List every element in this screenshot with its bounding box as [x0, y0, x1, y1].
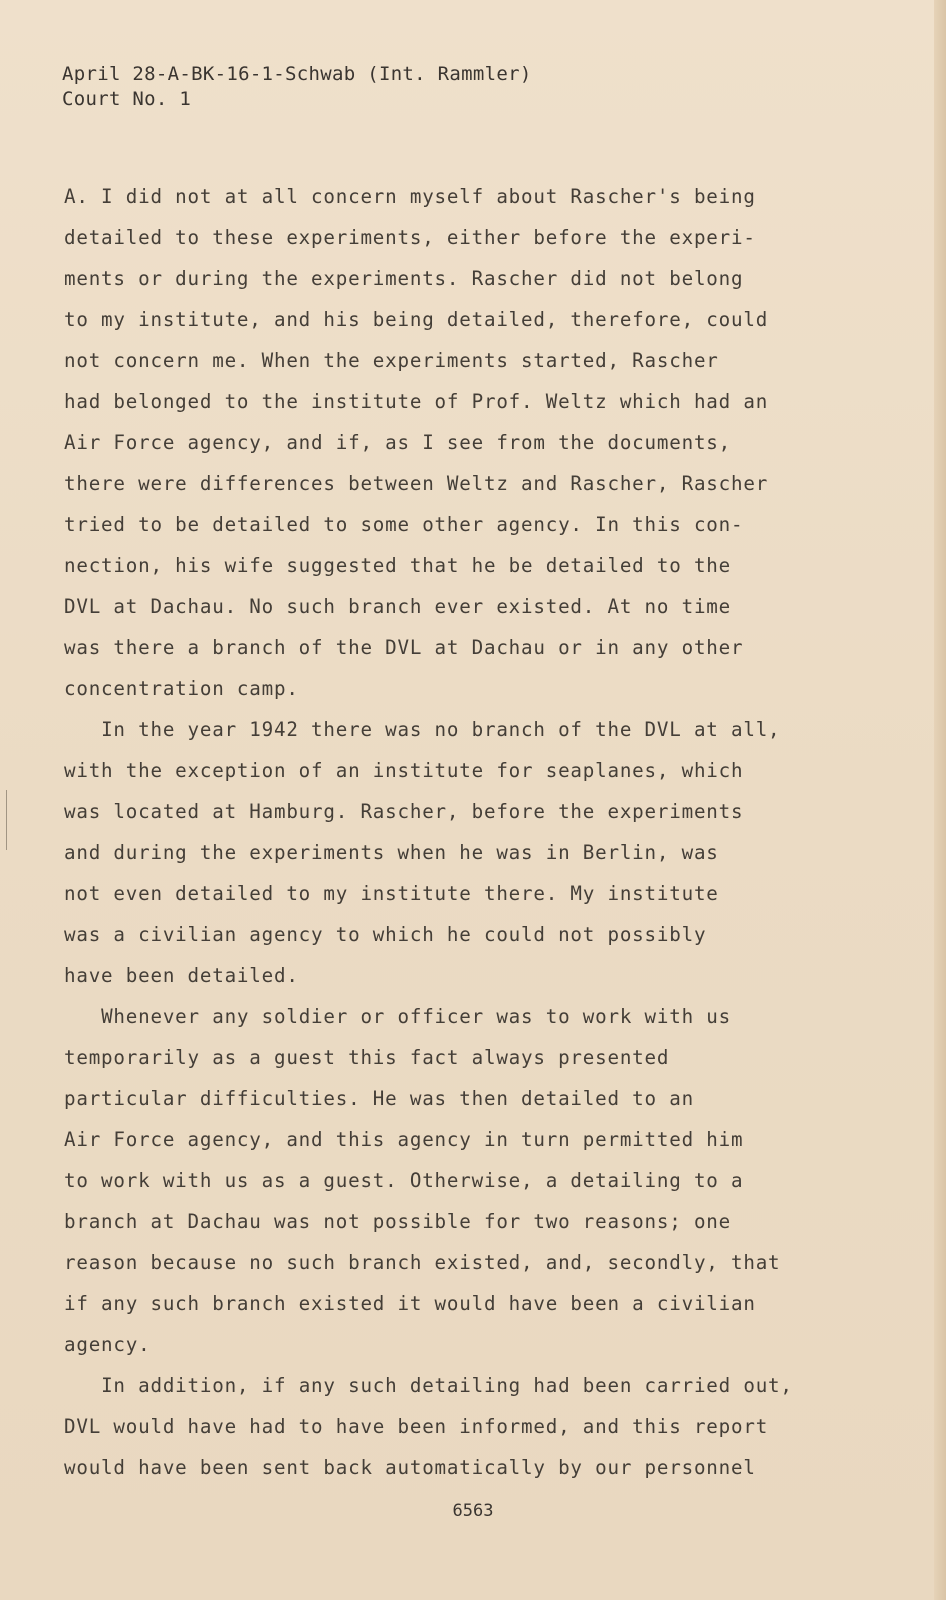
paragraph-3: Whenever any soldier or officer was to work with us temporarily as a guest this fact always presented particular difficulties. He was then detailed to an Air Force agency, and this agency in turn permitted him to work with us as a guest. Otherwise, a detailing to a branch at Dachau was not possible for two reasons; one reason because no such branch existed, and, secondly, that if any such branch existed it would have been a civilian agency. [64, 1005, 781, 1356]
paragraph-2: In the year 1942 there was no branch of the DVL at all, with the exception of an institute for seaplanes, which was located at Hamburg. Rascher, before the experiments and during the experiments when he was in Berlin, was not even detailed to my institute there. My institute was a civilian agency to which he could not possibly have been detailed. [64, 718, 781, 987]
paragraph-4: In addition, if any such detailing had been carried out, DVL would have had to have been informed, and this report would have been sent back automatically by our personnel [64, 1374, 793, 1479]
document-body [64, 176, 794, 1488]
header-line-1: April 28-A-BK-16-1-Schwab (Int. Rammler) [62, 63, 532, 85]
page-edge [934, 0, 946, 1600]
page-number: 6563 [452, 1501, 494, 1521]
document-header [62, 62, 532, 112]
paragraph-1: A. I did not at all concern myself about Rascher's being detailed to these experiments, either before the experi- ments or during the experiments. Rascher did not belong to my institute, and his being detailed, therefore, could not concern me. When the experiments started, Rascher had belonged to the institute of Prof. Weltz which had an Air Force agency, and if, as I see from the documents, there were differences between Weltz and Rascher, Rascher tried to be detailed to some other agency. In this con- nection, his wife suggested that he be detailed to the DVL at Dachau. No such branch ever existed. At no time was there a branch of the DVL at Dachau or in any other concentration camp. [64, 185, 769, 700]
margin-mark [6, 790, 7, 850]
header-line-2: Court No. 1 [62, 88, 192, 110]
